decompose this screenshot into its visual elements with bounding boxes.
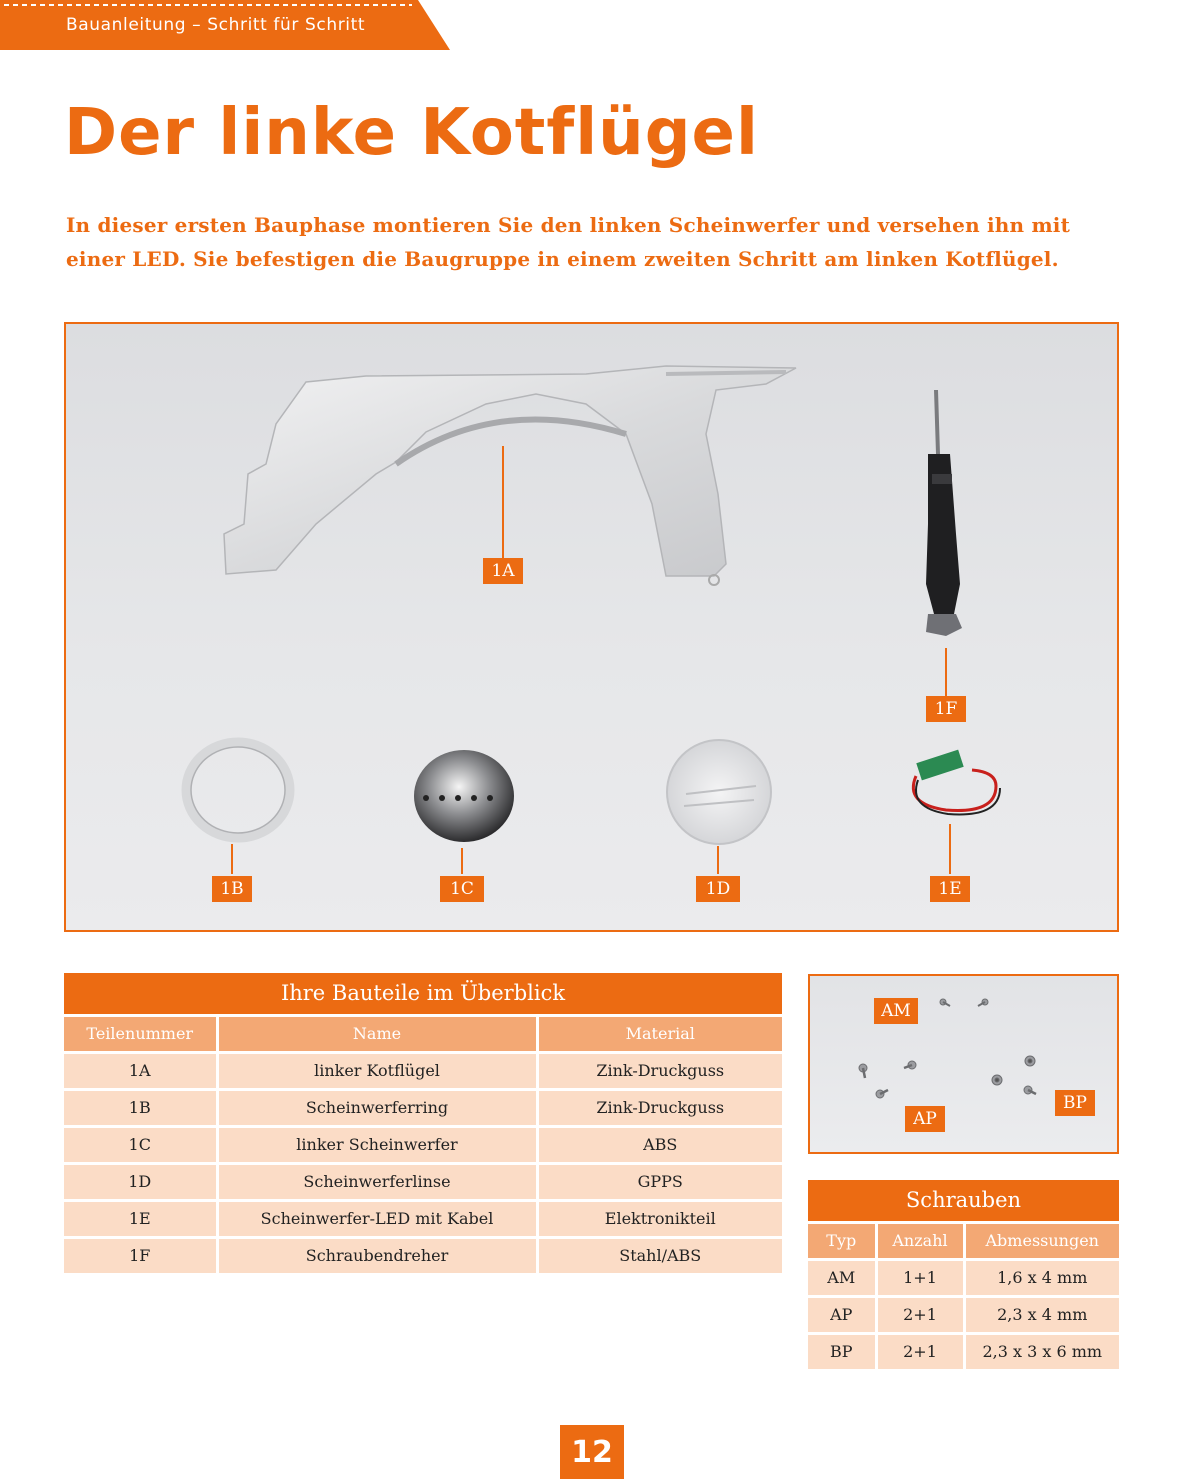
label-1a: 1A xyxy=(483,558,523,584)
table-cell: Scheinwerfer-LED mit Kabel xyxy=(217,1200,537,1237)
table-cell: Schraubendreher xyxy=(217,1237,537,1274)
parts-table-title: Ihre Bauteile im Überblick xyxy=(64,973,782,1015)
headlight-lens-part xyxy=(667,740,771,844)
screws-col-dimensions: Abmessungen xyxy=(964,1222,1119,1259)
parts-col-material: Material xyxy=(537,1015,782,1052)
table-cell: 1D xyxy=(64,1163,217,1200)
headlight-reflector-part xyxy=(414,750,514,842)
table-cell: Elektronikteil xyxy=(537,1200,782,1237)
table-cell: 1F xyxy=(64,1237,217,1274)
table-cell: AP xyxy=(808,1296,876,1333)
table-cell: 2,3 x 3 x 6 mm xyxy=(964,1333,1119,1370)
parts-col-name: Name xyxy=(217,1015,537,1052)
section-header xyxy=(0,0,450,50)
headlight-ring-part xyxy=(186,742,290,838)
table-cell: linker Kotflügel xyxy=(217,1052,537,1089)
screw-am xyxy=(978,999,988,1006)
table-row xyxy=(808,1296,1119,1333)
page-number: 12 xyxy=(560,1425,624,1479)
table-cell: 1A xyxy=(64,1052,217,1089)
label-am: AM xyxy=(874,998,918,1024)
table-row xyxy=(64,1052,782,1089)
table-cell: linker Scheinwerfer xyxy=(217,1126,537,1163)
table-cell: 2,3 x 4 mm xyxy=(964,1296,1119,1333)
table-cell: 2+1 xyxy=(876,1296,964,1333)
screwdriver-part xyxy=(926,390,962,636)
table-row xyxy=(64,1200,782,1237)
fender-part xyxy=(224,366,796,585)
label-ap: AP xyxy=(905,1106,945,1132)
screws-table-title: Schrauben xyxy=(808,1180,1119,1222)
table-cell: Zink-Druckguss xyxy=(537,1052,782,1089)
screw-bp xyxy=(1025,1056,1035,1066)
screws-table xyxy=(808,1180,1119,1372)
label-1c: 1C xyxy=(440,876,484,902)
table-cell: 2+1 xyxy=(876,1333,964,1370)
table-row xyxy=(64,1237,782,1274)
led-cable-part xyxy=(913,750,1000,815)
section-header-text: Bauanleitung – Schritt für Schritt xyxy=(66,15,366,35)
parts-col-partnumber: Teilenummer xyxy=(64,1015,217,1052)
screws-illustration xyxy=(810,976,1117,1152)
label-1e: 1E xyxy=(930,876,970,902)
table-row xyxy=(64,1163,782,1200)
table-row xyxy=(808,1259,1119,1296)
page-title: Der linke Kotflügel xyxy=(64,96,759,170)
screws-col-count: Anzahl xyxy=(876,1222,964,1259)
screws-col-type: Typ xyxy=(808,1222,876,1259)
table-cell: AM xyxy=(808,1259,876,1296)
table-row xyxy=(808,1333,1119,1370)
parts-photo xyxy=(64,322,1119,932)
screw-bp xyxy=(992,1075,1002,1085)
table-cell: 1C xyxy=(64,1126,217,1163)
parts-photo-illustration xyxy=(66,324,1117,930)
table-cell: 1E xyxy=(64,1200,217,1237)
table-cell: BP xyxy=(808,1333,876,1370)
screw-ap xyxy=(904,1061,916,1069)
table-cell: 1,6 x 4 mm xyxy=(964,1259,1119,1296)
table-cell: ABS xyxy=(537,1126,782,1163)
table-cell: GPPS xyxy=(537,1163,782,1200)
table-cell: 1B xyxy=(64,1089,217,1126)
table-cell: Zink-Druckguss xyxy=(537,1089,782,1126)
table-row xyxy=(64,1089,782,1126)
screw-am xyxy=(940,999,950,1006)
table-cell: 1+1 xyxy=(876,1259,964,1296)
screw-ap xyxy=(859,1064,867,1078)
parts-table xyxy=(64,973,782,1276)
table-row xyxy=(64,1126,782,1163)
label-bp: BP xyxy=(1055,1090,1095,1116)
label-1b: 1B xyxy=(212,876,252,902)
table-cell: Scheinwerferring xyxy=(217,1089,537,1126)
screw-bp xyxy=(1024,1086,1036,1094)
screw-ap xyxy=(876,1090,888,1098)
screws-photo xyxy=(808,974,1119,1154)
table-cell: Scheinwerferlinse xyxy=(217,1163,537,1200)
label-1f: 1F xyxy=(926,696,966,722)
table-cell: Stahl/ABS xyxy=(537,1237,782,1274)
intro-paragraph: In dieser ersten Bauphase montieren Sie den linken Scheinwerfer und versehen ihn mit einer LED. Sie befestigen die Baugruppe in einem zweiten Schritt am linken Kotflügel. xyxy=(66,213,1071,271)
label-1d: 1D xyxy=(696,876,740,902)
